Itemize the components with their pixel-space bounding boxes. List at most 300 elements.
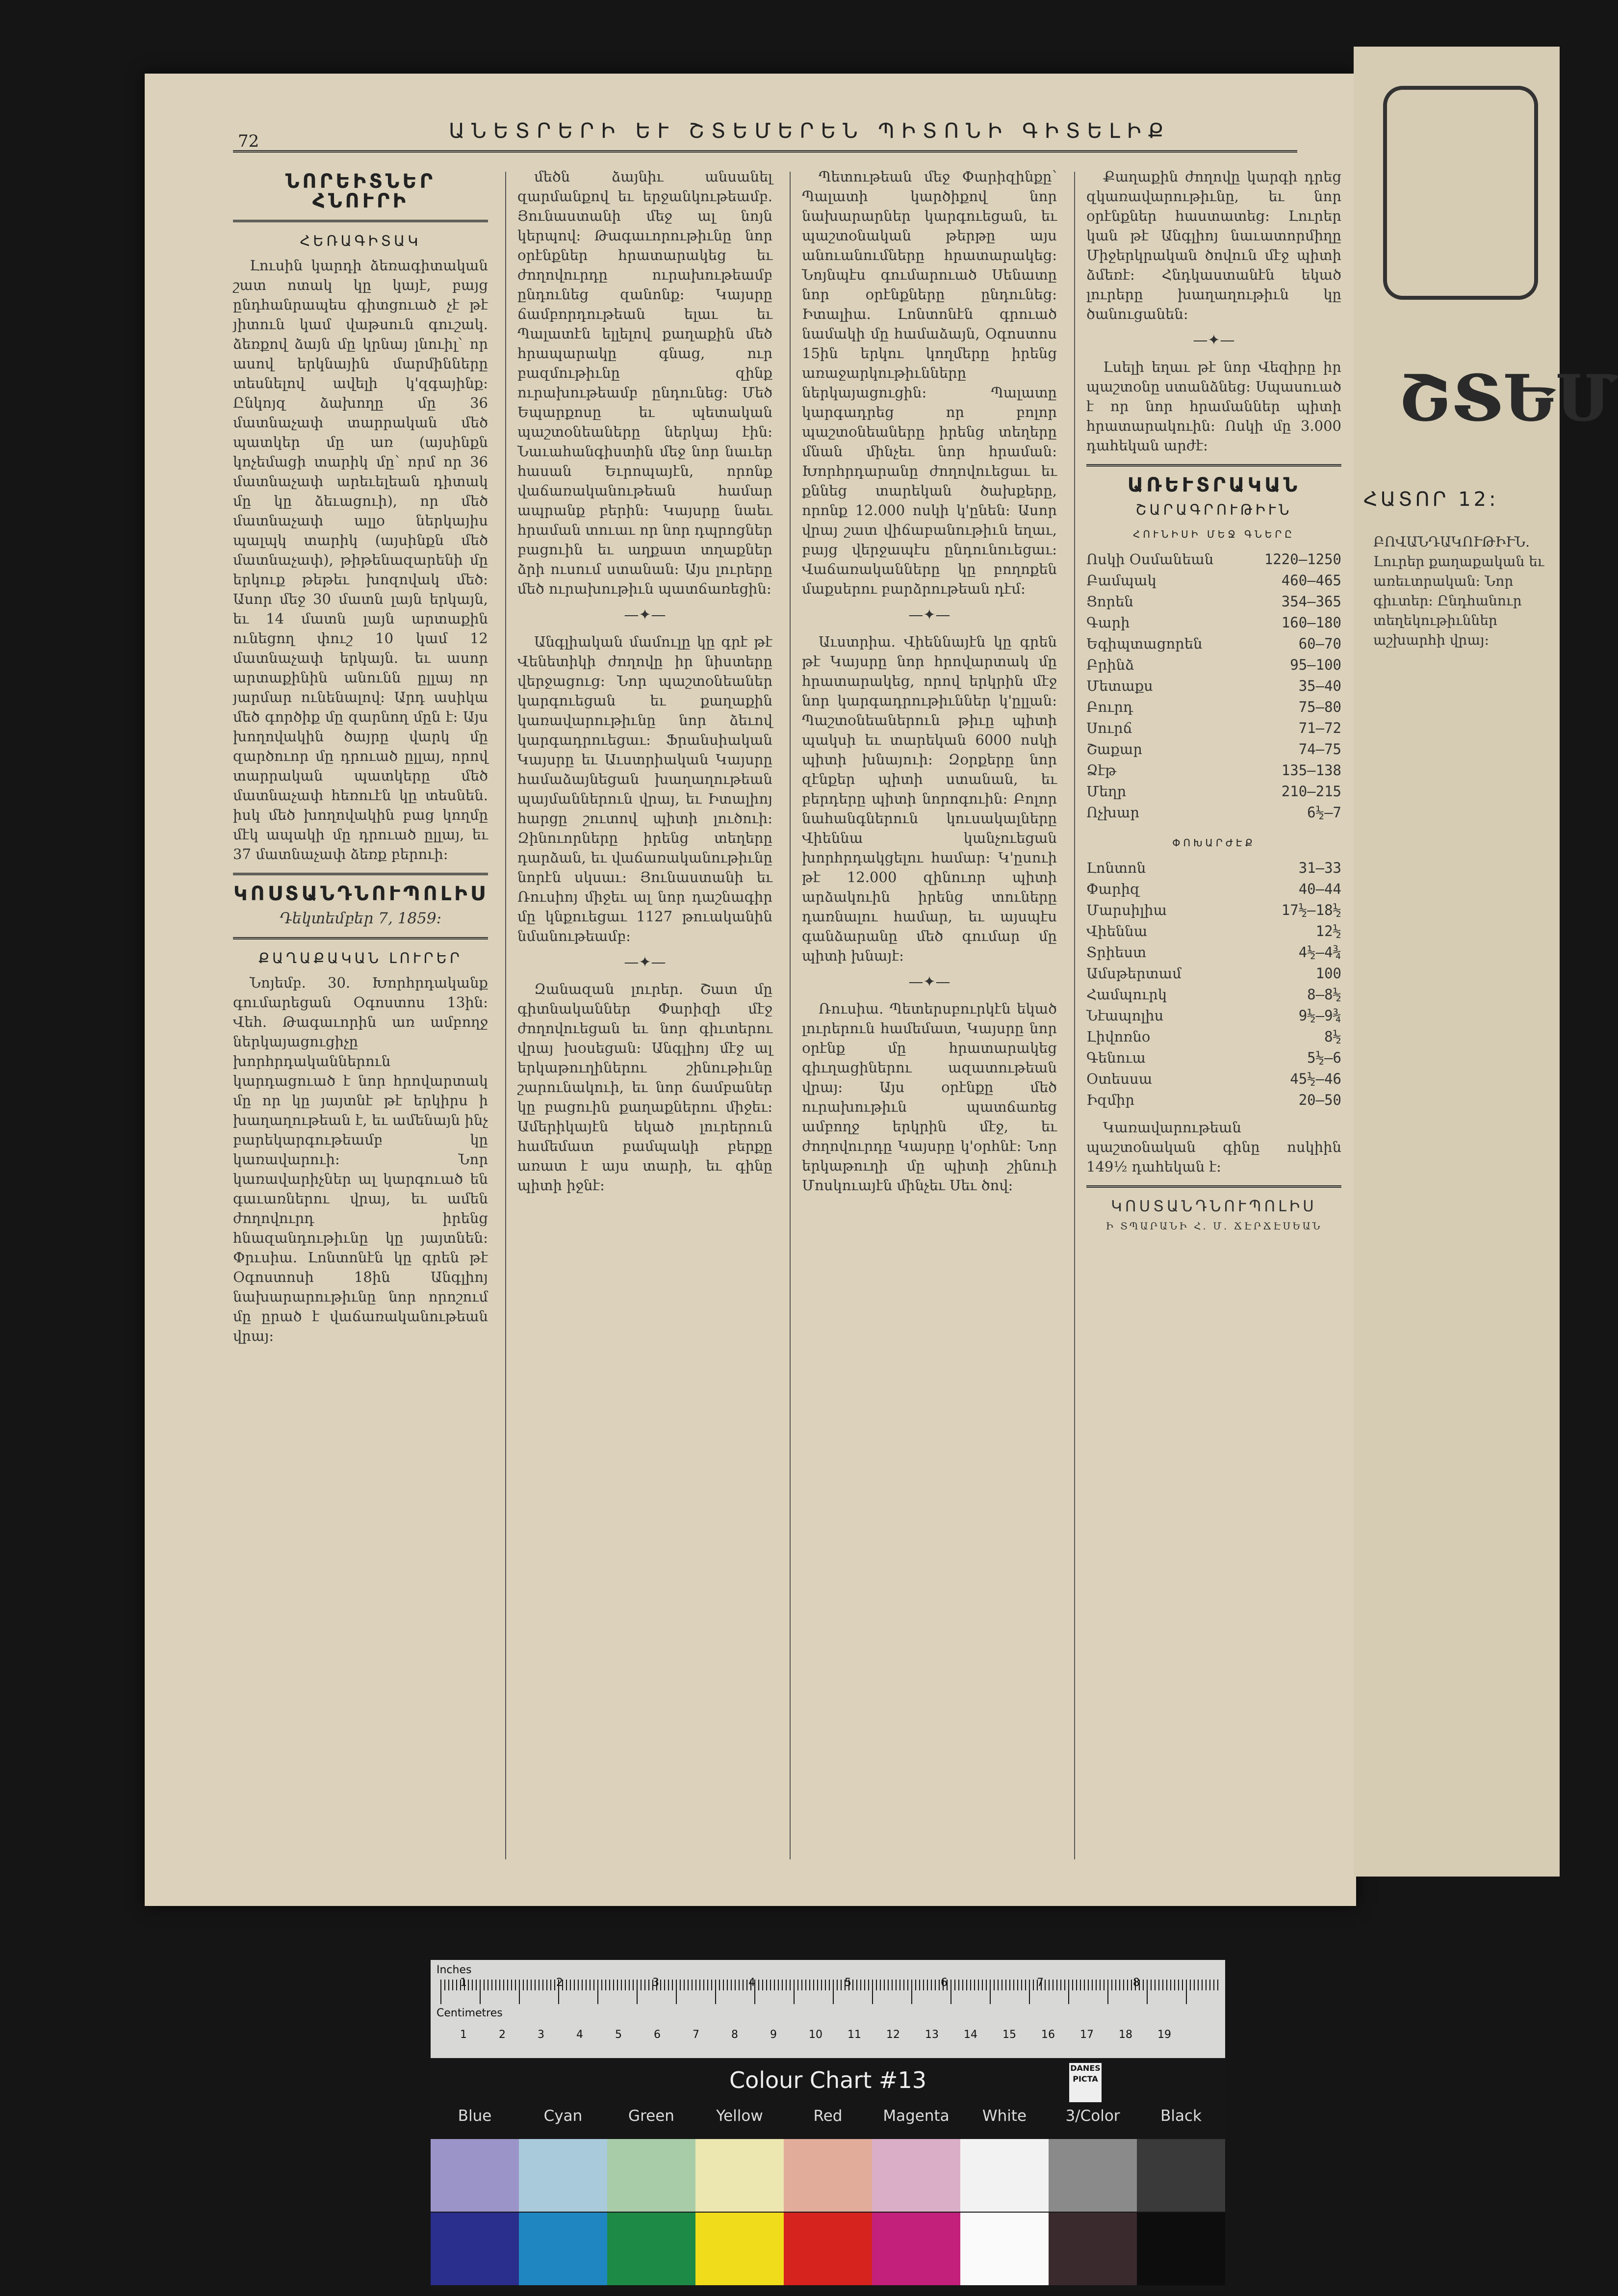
ruler-tick bbox=[896, 1980, 897, 1990]
swatch-name: Green bbox=[628, 2107, 674, 2125]
ruler-tick bbox=[817, 1980, 818, 1990]
ruler-tick bbox=[872, 1980, 873, 2004]
ruler-tick bbox=[554, 1980, 555, 1990]
ruler-tick bbox=[1072, 1980, 1073, 1990]
ruler-tick bbox=[801, 1980, 802, 1990]
swatch-light bbox=[1137, 2139, 1225, 2212]
ruler-tick bbox=[1206, 1980, 1207, 1990]
row-value: 210–215 bbox=[1281, 783, 1341, 800]
article-text: Պետութեան մեջ Փարիզինքը՝ Պալատի կարծիքով նոր նախարարներ կարգուեցան, եւ պաշտօնական թերթը այս անուանումները հրատարակեց: Նոյնպէս գումարուած Սենատը նոր օրէնքները ընդունեց: Իտալիա. Լոնտոնէն գրուած նամակի մը համաձայն, Օգոստոս 15ին երկու կողմերը իրենց առաջարկութիւնները ներկայացուցին: Պալատը կարգադրեց որ բոլոր պաշտօնեաները իրենց տեղերը մնան մինչեւ նոր հրաման: Խորհրդարանը ժողովուեցաւ եւ քննեց տարեկան ծախքերը, որոնք 12.000 ոսկի կ'ընեն: Ասոր վրայ շատ վիճաբանութիւն եղաւ, բայց վերջապէս ընդունուեցաւ: Վաճառականները կը բողոքեն մաքսերու բարձրութեան դէմ: bbox=[802, 168, 1057, 597]
ruler-tick bbox=[444, 1980, 445, 1990]
row-label: Ձէթ bbox=[1086, 762, 1117, 779]
row-value: 6½–7 bbox=[1307, 804, 1341, 821]
article-title: ՀԵՌԱԳԻՏԱԿ bbox=[300, 233, 421, 249]
table-row bbox=[1086, 1026, 1341, 1047]
article-text: Ռուսիա. Պետերսբուրկէն եկած լուրերուն համեմատ, Կայսրը նոր օրէնք մը հրատարակեց գիւղացիներու ազատութեան վրայ: Այս օրէնքը մեծ ուրախութիւն պատճառեց ամբողջ երկրին մէջ, եւ ժողովուրդը Կայսրը կ'օրհնէ: Նոր երկաթուղի մը պիտի շինուի Մոսկուայէն մինչեւ Սեւ ծով: bbox=[802, 1000, 1057, 1194]
swatch-name: White bbox=[982, 2107, 1027, 2125]
row-label: Համպուրկ bbox=[1086, 986, 1167, 1003]
table-row bbox=[1086, 1047, 1341, 1069]
market-title: ԱՌԵՒՏՐԱԿԱՆ bbox=[1127, 474, 1301, 496]
row-value: 460–465 bbox=[1281, 572, 1341, 589]
ruler-tick bbox=[644, 1980, 645, 1990]
table-row bbox=[1086, 570, 1341, 591]
ruler-tick bbox=[860, 1980, 861, 1990]
ruler-tick bbox=[766, 1980, 767, 1990]
newspaper-page bbox=[145, 74, 1356, 1906]
ruler-tick bbox=[966, 1980, 967, 1990]
table-row bbox=[1086, 760, 1341, 781]
row-value: 17½–18½ bbox=[1281, 902, 1341, 918]
ruler-tick bbox=[527, 1980, 528, 1990]
ruler-tick bbox=[731, 1980, 732, 1990]
ruler-cm-mark: 12 bbox=[886, 2029, 900, 2041]
row-value: 5½–6 bbox=[1307, 1049, 1341, 1066]
ruler-tick bbox=[758, 1980, 759, 1990]
ruler-cm-mark: 17 bbox=[1080, 2029, 1094, 2041]
row-label: Բրինձ bbox=[1086, 656, 1134, 673]
ruler-tick bbox=[1186, 1980, 1187, 2004]
row-value: 135–138 bbox=[1281, 762, 1341, 779]
row-value: 75–80 bbox=[1298, 699, 1341, 715]
ruler-cm-mark: 13 bbox=[925, 2029, 939, 2041]
market-subtitle: ՇԱՐԱԳՐՈՒԹԻՒՆ bbox=[1135, 501, 1292, 518]
row-label: Սուրճ bbox=[1086, 720, 1132, 736]
ruler-cm-mark: 6 bbox=[654, 2029, 661, 2041]
ruler-tick bbox=[841, 1980, 842, 1990]
article-text: Զանազան լուրեր. Շատ մը գիտնականներ Փարիզի մէջ ժողովուեցան եւ նոր գիւտերու վրայ խօսեցան: Անգլիոյ մէջ ալ երկաթուղիներու շինութիւնը շարունակուի, եւ նոր ճամբաներ կը բացուին քաղաքներու միջեւ: Ամերիկայէն եկած լուրերուն համեմատ բամպակի բերքը առատ է այս տարի, եւ գինը պիտի իջնէ: bbox=[517, 981, 772, 1194]
ruler-tick bbox=[664, 1980, 665, 1990]
ruler-tick bbox=[699, 1980, 700, 1990]
row-value: 1220–1250 bbox=[1264, 551, 1341, 568]
row-label: Տրիեստ bbox=[1086, 944, 1147, 961]
swatch-dark bbox=[607, 2213, 695, 2285]
ruler-tick bbox=[503, 1980, 504, 1990]
table-row bbox=[1086, 984, 1341, 1005]
ruler-tick bbox=[915, 1980, 916, 1990]
ruler-tick bbox=[778, 1980, 779, 1990]
ruler-tick bbox=[621, 1980, 622, 1990]
ruler-tick bbox=[550, 1980, 551, 1990]
ruler-tick bbox=[1045, 1980, 1046, 1990]
page-number: 72 bbox=[238, 131, 259, 151]
ruler-tick bbox=[813, 1980, 814, 1990]
article-text: Աւստրիա. Վիեննայէն կը գրեն թէ Կայսրը նոր հրովարտակ մը հրատարակեց, որով երկրին մէջ նոր կարգադրութիւններ կ'ըլլան: Պաշտօնեաներուն թիւը պիտի պակսի եւ տարեկան 6000 ոսկի պիտի խնայուի: Զօրքերը նոր զէնքեր պիտի ստանան, եւ բերդերը պիտի նորոգուին: Բոլոր նահանգներուն կուսակալները Վիեննա կանչուեցան խորհրդակցելու համար: Կ'ըսուի թէ 12.000 զինուոր պիտի արձակուին իրենց տուները դառնալու համար, եւ այսպէս գանձարանը մեծ գումար մը պիտի խնայէ: bbox=[802, 633, 1057, 964]
row-value: 74–75 bbox=[1298, 741, 1341, 757]
ruler-tick bbox=[613, 1980, 614, 1990]
ruler-tick bbox=[786, 1980, 787, 1990]
ruler-cm-mark: 7 bbox=[693, 2029, 699, 2041]
row-value: 20–50 bbox=[1298, 1092, 1341, 1108]
ruler-tick bbox=[829, 1980, 830, 1990]
row-label: Մարսիլիա bbox=[1086, 902, 1167, 918]
ruler-tick bbox=[1088, 1980, 1089, 1990]
footnote: Կառավարութեան պաշտօնական գինը ոսկիին 149½ դահեկան է: bbox=[1086, 1119, 1341, 1175]
ruler-tick bbox=[695, 1980, 696, 1990]
swatch-dark bbox=[784, 2213, 872, 2285]
ruler-tick bbox=[1100, 1980, 1101, 1990]
ruler-tick bbox=[892, 1980, 893, 1990]
ruler-tick bbox=[519, 1980, 520, 2004]
swatch-light bbox=[872, 2139, 960, 2212]
ruler-cm-mark: 16 bbox=[1041, 2029, 1055, 2041]
ruler-tick bbox=[680, 1980, 681, 1990]
ruler-tick bbox=[746, 1980, 747, 1990]
ruler-tick bbox=[452, 1980, 453, 1990]
row-label: Բամպակ bbox=[1086, 572, 1156, 589]
ruler-tick bbox=[1194, 1980, 1195, 1990]
issue-date: Դեկտեմբեր 7, 1859: bbox=[279, 910, 442, 927]
ruler-tick bbox=[684, 1980, 685, 1990]
row-value: 160–180 bbox=[1281, 614, 1341, 631]
ruler-tick bbox=[597, 1980, 598, 2004]
ruler-tick bbox=[927, 1980, 928, 1990]
ruler-tick bbox=[1005, 1980, 1006, 1990]
ruler-tick bbox=[982, 1980, 983, 1990]
ruler-tick bbox=[715, 1980, 716, 2004]
row-label: Վիեննա bbox=[1086, 923, 1148, 939]
swatch-light bbox=[1049, 2139, 1137, 2212]
ruler-tick bbox=[774, 1980, 775, 1990]
ruler-tick bbox=[962, 1980, 963, 1990]
swatch-dark bbox=[431, 2213, 519, 2285]
swatch-light bbox=[431, 2139, 519, 2212]
ruler-tick bbox=[903, 1980, 904, 1990]
ruler-tick bbox=[633, 1980, 634, 1990]
table-row bbox=[1086, 739, 1341, 760]
ruler-inch-mark: 1 bbox=[460, 1977, 467, 1989]
row-label: Շաքար bbox=[1086, 741, 1143, 757]
table-row bbox=[1086, 676, 1341, 697]
masthead-ornament bbox=[1383, 86, 1538, 300]
ruler-tick bbox=[990, 1980, 991, 2004]
ruler-tick bbox=[440, 1980, 441, 2004]
ruler-inch-mark: 6 bbox=[941, 1977, 948, 1989]
ruler-cm-mark: 8 bbox=[731, 2029, 738, 2041]
column-4 bbox=[1086, 167, 1341, 1874]
row-value: 60–70 bbox=[1298, 635, 1341, 652]
ruler-tick bbox=[837, 1980, 838, 1990]
ruler-tick bbox=[978, 1980, 979, 1990]
ruler-tick bbox=[472, 1980, 473, 1990]
row-label: Իզմիր bbox=[1086, 1092, 1135, 1108]
ruler-tick bbox=[476, 1980, 477, 1990]
ruler-tick bbox=[935, 1980, 936, 1990]
ruler-tick bbox=[805, 1980, 806, 1990]
row-label: Ցորեն bbox=[1086, 593, 1133, 610]
row-value: 40–44 bbox=[1298, 881, 1341, 897]
table-row bbox=[1086, 802, 1341, 823]
swatch-dark bbox=[695, 2213, 784, 2285]
ruler-tick bbox=[856, 1980, 857, 1990]
ruler-tick bbox=[1127, 1980, 1128, 1990]
divider bbox=[1086, 1185, 1341, 1188]
row-value: 8½ bbox=[1324, 1028, 1341, 1045]
ruler-tick bbox=[1143, 1980, 1144, 1990]
ruler-tick bbox=[884, 1980, 885, 1990]
swatch-names bbox=[431, 2102, 1225, 2132]
ruler-cm-mark: 18 bbox=[1119, 2029, 1132, 2041]
ruler-tick bbox=[629, 1980, 630, 1990]
ruler-inch-mark: 8 bbox=[1133, 1977, 1140, 1989]
row-label: Բուրդ bbox=[1086, 699, 1133, 715]
swatch-dark bbox=[960, 2213, 1049, 2285]
ornament: —✦— bbox=[624, 954, 666, 971]
row-value: 9½–9¾ bbox=[1298, 1007, 1341, 1024]
ruler-tick bbox=[692, 1980, 693, 1990]
divider bbox=[233, 220, 488, 222]
section-title: ՆՈՐԵԻՏՆԵՐ ՀՆՈՒՐԻ bbox=[285, 170, 436, 212]
ruler-inch-mark: 5 bbox=[845, 1977, 851, 1989]
ruler-cm-mark: 5 bbox=[615, 2029, 622, 2041]
ruler-tick bbox=[491, 1980, 492, 1990]
row-value: 354–365 bbox=[1281, 593, 1341, 610]
ruler-tick bbox=[974, 1980, 975, 1990]
swatch-dark bbox=[872, 2213, 960, 2285]
row-value: 12½ bbox=[1315, 923, 1341, 939]
article-text: Անգլիական մամուլը կը գրէ թէ Վենետիկի ժողովը իր նիստերը վերջացուց: Նոր պաշտօնեաներ կարգուեցան եւ քաղաքին կառավարութիւնը նոր ձեւով կարգադրուեցաւ: Ֆրանսիական Կայսրը եւ Աւստրիական Կայսրը համաձայնեցան խաղաղութեան պայմաններուն վրայ, եւ Իտալիոյ հարցը շուտով պիտի լուծուի: Զինուորները իրենց տեղերը դարձան, եւ վաճառականութիւնը նորէն սկսաւ: Յունաստանի եւ Ռուսիոյ միջեւ ալ նոր դաշնագիր մը կնքուեցաւ 1127 թուականին նմանութեամբ: bbox=[517, 633, 772, 944]
ruler-tick bbox=[535, 1980, 536, 1990]
ruler-tick bbox=[1096, 1980, 1097, 1990]
ruler-tick bbox=[546, 1980, 547, 1990]
ruler-tick bbox=[672, 1980, 673, 1990]
ruler-tick bbox=[939, 1980, 940, 1990]
ruler-tick bbox=[707, 1980, 708, 1990]
swatch-dark bbox=[1137, 2213, 1225, 2285]
swatch-name: Red bbox=[813, 2107, 843, 2125]
ruler-tick bbox=[507, 1980, 508, 1990]
colour-chart-title: Colour Chart #13 bbox=[729, 2067, 926, 2093]
ruler-cm-mark: 19 bbox=[1157, 2029, 1171, 2041]
ruler-tick bbox=[950, 1980, 951, 2004]
ruler-tick bbox=[641, 1980, 642, 1990]
ruler-tick bbox=[511, 1980, 512, 1990]
ruler-tick bbox=[888, 1980, 889, 1990]
ruler-cm-mark: 10 bbox=[809, 2029, 822, 2041]
maker-logo: DANES PICTA bbox=[1069, 2063, 1102, 2102]
table-row bbox=[1086, 900, 1341, 921]
city-title: ԿՈՍՏԱՆԴՆՈՒՊՈԼԻՍ bbox=[233, 883, 488, 905]
exchange-table bbox=[1086, 858, 1341, 1111]
ruler-tick bbox=[1151, 1980, 1152, 1990]
ruler-tick bbox=[523, 1980, 524, 1990]
ruler-tick bbox=[970, 1980, 971, 1990]
ruler-tick bbox=[668, 1980, 669, 1990]
row-label: Եգիպտացորեն bbox=[1086, 635, 1203, 652]
ornament: —✦— bbox=[624, 606, 666, 624]
ruler-tick bbox=[919, 1980, 920, 1990]
column-rule bbox=[790, 172, 791, 1859]
masthead: ՇՏԵՄ bbox=[1398, 361, 1618, 436]
swatch-name: Cyan bbox=[543, 2107, 583, 2125]
table-row bbox=[1086, 549, 1341, 570]
ruler-tick bbox=[880, 1980, 881, 1990]
ruler-tick bbox=[495, 1980, 496, 1990]
divider bbox=[1086, 464, 1341, 467]
row-label: Մեղր bbox=[1086, 783, 1127, 800]
table-row bbox=[1086, 654, 1341, 676]
ruler-tick bbox=[998, 1980, 999, 1990]
ruler-tick bbox=[1209, 1980, 1210, 1990]
ruler-tick bbox=[1190, 1980, 1191, 1990]
ruler-tick bbox=[688, 1980, 689, 1990]
swatch-name: 3/Color bbox=[1065, 2107, 1120, 2125]
ruler-tick bbox=[1174, 1980, 1175, 1990]
row-label: Նէապոլիս bbox=[1086, 1007, 1164, 1024]
article-text: Քաղաքին ժողովը կարգի դրեց զկառավարութիւնը, եւ նոր օրէնքներ հաստատեց: Լուրեր կան թէ Անգլիոյ նաւատորմիղը Միջերկրական ծովուն մէջ պիտի ձմեռէ: Հնդկաստանէն եկած լուրերը խաղաղութիւն կը ծանուցանեն: bbox=[1086, 168, 1341, 322]
row-label: Լիվոռնօ bbox=[1086, 1028, 1151, 1045]
ruler-tick bbox=[1092, 1980, 1093, 1990]
ruler-tick bbox=[542, 1980, 543, 1990]
table-row bbox=[1086, 858, 1341, 879]
ornament: —✦— bbox=[908, 973, 950, 991]
ruler-tick bbox=[739, 1980, 740, 1990]
ruler-tick bbox=[468, 1980, 469, 1990]
swatch-name: Magenta bbox=[883, 2107, 950, 2125]
ruler-tick bbox=[876, 1980, 877, 1990]
column-rule bbox=[1074, 172, 1075, 1859]
local-news-text: Նոյեմբ. 30. Խորհրդականք գումարեցան Օգոստոս 13ին: Վեհ. Թագաւորին առ ամբողջ ներկայացուցիչը խորհրդականներուն կարդացուած է նոր հրովարտակ մը որ կը յայտնէ թէ երկիրս ի խաղաղութեան է, եւ ամենայն ինչ բարեկարգութեամբ կը կառավարուի: Նոր կառավարիչներ ալ կարգուած են գաւառներու վրայ, եւ ամեն ժողովուրդ իրենց հնազանդութիւնը կը յայտնեն: Փրւսիա. Լոնտոնէն կը գրեն թէ Օգոստոսի 18ին Անգլիոյ նախարարութիւնը նոր որոշում մը ըրած է վաճառականութեան վրայ: bbox=[233, 974, 488, 1344]
ruler-tick bbox=[1076, 1980, 1077, 1990]
ruler-tick bbox=[582, 1980, 583, 1990]
row-label: Ամսթերտամ bbox=[1086, 965, 1181, 982]
row-label: Մետաքս bbox=[1086, 678, 1153, 694]
ruler-tick bbox=[994, 1980, 995, 1990]
ruler-inch-mark: 2 bbox=[556, 1977, 563, 1989]
ruler-cm-mark: 3 bbox=[538, 2029, 544, 2041]
divider bbox=[233, 937, 488, 939]
ruler-tick bbox=[797, 1980, 798, 1990]
ruler-tick bbox=[590, 1980, 591, 1990]
ruler-tick bbox=[609, 1980, 610, 1990]
ruler-cm-mark: 4 bbox=[576, 2029, 583, 2041]
ruler-tick bbox=[1170, 1980, 1171, 1990]
ruler-tick bbox=[923, 1980, 924, 1990]
ruler-tick bbox=[809, 1980, 810, 1990]
ruler-tick bbox=[1123, 1980, 1124, 1990]
ruler-tick bbox=[899, 1980, 900, 1990]
ruler-tick bbox=[1131, 1980, 1132, 1990]
ruler-tick bbox=[1068, 1980, 1069, 2004]
row-label: Օտեսսա bbox=[1086, 1070, 1153, 1087]
table-row bbox=[1086, 1069, 1341, 1090]
ruler-tick bbox=[1158, 1980, 1159, 1990]
ruler-tick bbox=[605, 1980, 606, 1990]
ruler-tick bbox=[703, 1980, 704, 1990]
ruler-tick bbox=[1009, 1980, 1010, 1990]
ruler-tick bbox=[1166, 1980, 1167, 1990]
ruler-tick bbox=[1115, 1980, 1116, 1990]
ruler-inch-mark: 4 bbox=[748, 1977, 755, 1989]
ruler-tick bbox=[954, 1980, 955, 1990]
ruler-tick bbox=[578, 1980, 579, 1990]
ruler-inch-mark: 3 bbox=[652, 1977, 659, 1989]
ruler-tick bbox=[1013, 1980, 1014, 1990]
table-row bbox=[1086, 942, 1341, 963]
ruler bbox=[431, 1960, 1225, 2058]
ruler-inches-label: Inches bbox=[437, 1964, 472, 1976]
ruler-tick bbox=[1147, 1980, 1148, 2004]
ruler-tick bbox=[1025, 1980, 1026, 1990]
ruler-tick bbox=[723, 1980, 724, 1990]
ruler-tick bbox=[1178, 1980, 1179, 1990]
row-value: 95–100 bbox=[1290, 656, 1341, 673]
ruler-cm-mark: 2 bbox=[499, 2029, 506, 2041]
local-news-title: ՔԱՂԱՔԱԿԱՆ ԼՈՒՐԵՐ bbox=[258, 950, 462, 966]
row-label: Ոչխար bbox=[1086, 804, 1140, 821]
ruler-tick bbox=[735, 1980, 736, 1990]
price-table-head: ՀՈՒՆԻՍԻ ՄԵՋ ԳՆԵՐԸ bbox=[1133, 528, 1295, 540]
ruler-tick bbox=[625, 1980, 626, 1990]
ruler-tick bbox=[1064, 1980, 1065, 1990]
table-row bbox=[1086, 633, 1341, 654]
notice-text: Լսելի եղաւ թէ նոր Վեզիրը իր պաշտօնը ստանձնեց: Սպասուած է որ նոր հրամաններ պիտի հրատարակուին: Ոսկի մը 3.000 դահեկան արժէ: bbox=[1086, 359, 1341, 454]
facing-text: ԲՈՎԱՆԴԱԿՈՒԹԻՒՆ. Լուրեր քաղաքական եւ առեւտրական: Նոր գիւտեր: Ընդհանուր տեղեկութիւններ աշխարհի վրայ: bbox=[1373, 534, 1544, 648]
row-value: 71–72 bbox=[1298, 720, 1341, 736]
ruler-tick bbox=[1060, 1980, 1061, 1990]
row-value: 35–40 bbox=[1298, 678, 1341, 694]
row-value: 8–8½ bbox=[1307, 986, 1341, 1003]
ruler-tick bbox=[480, 1980, 481, 2004]
ruler-tick bbox=[515, 1980, 516, 1990]
ruler-tick bbox=[852, 1980, 853, 1990]
swatch-dark bbox=[1049, 2213, 1137, 2285]
ruler-tick bbox=[1080, 1980, 1081, 1990]
swatch-name: Blue bbox=[458, 2107, 492, 2125]
running-head: ԱՆԵՏՐԵՐԻ ԵՒ ՇՏԵՄԵՐԵՆ ՊԻՏՈՆԻ ԳԻՏԵԼԻՔ bbox=[449, 119, 1171, 143]
ruler-tick bbox=[907, 1980, 908, 1990]
ruler-tick bbox=[727, 1980, 728, 1990]
ruler-tick bbox=[637, 1980, 638, 2004]
ruler-tick bbox=[1029, 1980, 1030, 2004]
ruler-tick bbox=[660, 1980, 661, 1990]
ruler-tick bbox=[782, 1980, 783, 1990]
printer-line: Ի ՏՊԱՐԱՆԻ Հ. Մ. ՃԷՐՃԷՍԵԱՆ bbox=[1105, 1220, 1322, 1232]
table-row bbox=[1086, 1005, 1341, 1026]
ruler-tick bbox=[958, 1980, 959, 1990]
ruler-tick bbox=[790, 1980, 791, 1990]
ruler-tick bbox=[499, 1980, 500, 1990]
swatch-light bbox=[519, 2139, 607, 2212]
article-text: Լուսին կարդի ձեռագիտական շատ ոտակ կը կայէ, բայց ընդհանրապես գիտցուած չէ թէ յիտուն կամ վաթսուն գուշակ. ձեռքով ձայն մը կրնայ լնուիլ՝ որ ասով երկնային մարմինները տեսնելով ավելի կ'զգայինք: Ընկոյզ ձախողը մը 36 մատնաչափ տարրական մեծ պատկեր մը առ (այսինքն կոչեմացի տարիկ մը՝ որմ որ 36 մատնաչափ արեւելեան դիտակ մը կը ձեւացուի), որ մեծ մատնաչափ ալլօ ներկայիս պալպկ տարիկ (այսինքն մեծ մատնաչափ), թիթենազարենի մը երկուք թեթեւ խոզովակ մեծ: Ասոր մեջ 30 մատն լայն երկայն, եւ 14 մատն լայն արտաքին ունեցող փուշ 10 կամ 12 մատնաչափ երկայն. եւ ասոր արտաքինին անունն ըլլայ որ յարմար ունենալով: Արդ ասիկա մեծ գործիք մը զարնող մըն է: Այս խողովակին ծայրը վարկ մը զարծուոր մը դրուած ըլլայ, որով տարրական պատկերը մեծ մատնաչափ հեռուէն կը տեսնեն. իսկ մեծ խողովակին բաց կողմը մէկ ապակի մը դրուած ըլլայ, եւ 37 մատնաչափ ձեռք բերուի: bbox=[233, 257, 488, 862]
row-value: 4½–4¾ bbox=[1298, 944, 1341, 961]
swatch-light bbox=[695, 2139, 784, 2212]
column-1 bbox=[233, 167, 488, 1874]
row-label: Լոնտոն bbox=[1086, 860, 1146, 876]
swatch-name: Yellow bbox=[716, 2107, 763, 2125]
ruler-tick bbox=[1017, 1980, 1018, 1990]
ruler-tick bbox=[617, 1980, 618, 1990]
ruler-cm-mark: 15 bbox=[1002, 2029, 1016, 2041]
header-rule bbox=[233, 150, 1297, 153]
ruler-cm-mark: 9 bbox=[770, 2029, 777, 2041]
row-value: 31–33 bbox=[1298, 860, 1341, 876]
ruler-tick bbox=[1033, 1980, 1034, 1990]
ruler-tick bbox=[676, 1980, 677, 2004]
table-row bbox=[1086, 612, 1341, 633]
ruler-tick bbox=[1056, 1980, 1057, 1990]
table-row bbox=[1086, 718, 1341, 739]
table-row bbox=[1086, 879, 1341, 900]
ruler-tick bbox=[864, 1980, 865, 1990]
row-value: 45½–46 bbox=[1290, 1070, 1341, 1087]
ruler-tick bbox=[911, 1980, 912, 2004]
divider bbox=[233, 873, 488, 875]
row-value: 100 bbox=[1315, 965, 1341, 982]
ruler-tick bbox=[931, 1980, 932, 1990]
column-3 bbox=[802, 167, 1057, 1874]
ruler-cm-mark: 1 bbox=[460, 2029, 467, 2041]
table-row bbox=[1086, 963, 1341, 984]
